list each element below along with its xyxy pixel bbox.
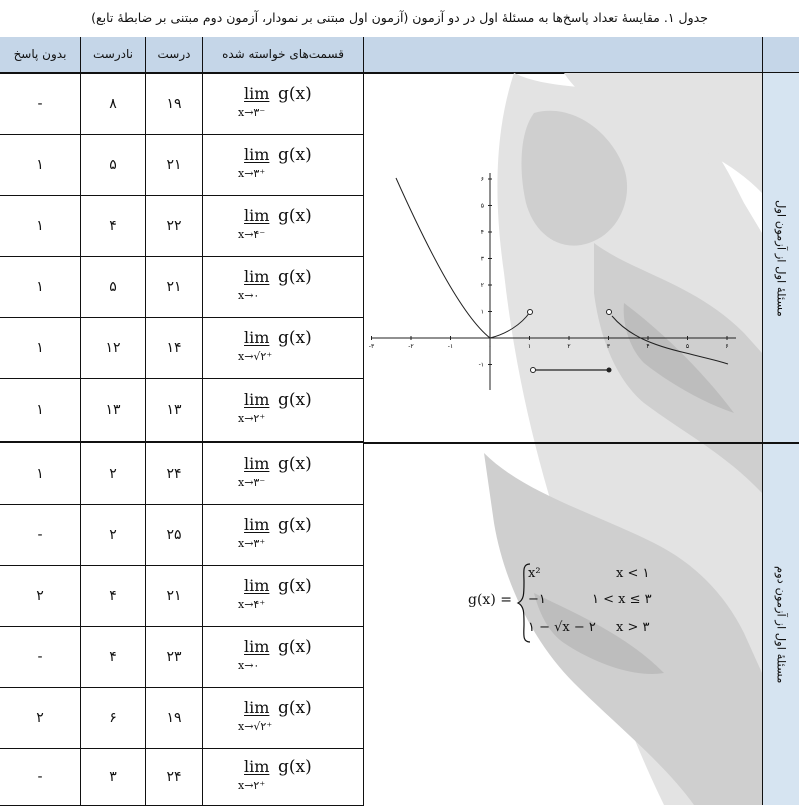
limit-expression	[238, 696, 328, 740]
limit-approach: x→۴⁻	[238, 227, 266, 241]
x-tick-label: ۰	[488, 343, 492, 350]
x-tick-label: -۲	[408, 343, 414, 350]
incorrect-cell: ۲	[81, 504, 146, 565]
incorrect-cell: ۵	[81, 256, 146, 317]
limit-cell	[203, 134, 364, 195]
limit-cell	[203, 73, 364, 134]
limit-cell	[203, 256, 364, 317]
table-row	[0, 317, 364, 379]
correct-cell: ۲۳	[146, 626, 203, 687]
no-answer-cell: -	[0, 504, 81, 565]
function-g: g(x)	[278, 756, 312, 777]
case-3-expr: ۱ − √x − ۲	[528, 620, 596, 635]
y-tick-label: -۱	[478, 361, 484, 369]
limit-expression	[238, 82, 328, 126]
table-row	[0, 73, 364, 135]
limit-approach: x→۲⁺	[238, 411, 266, 425]
correct-cell: ۱۳	[146, 378, 203, 441]
no-answer-cell: ۱	[0, 317, 81, 378]
lim-operator: lim	[244, 756, 270, 776]
function-g: g(x)	[278, 514, 312, 535]
header-no-answer: بدون پاسخ	[0, 37, 81, 74]
group-band-test-1	[762, 73, 799, 443]
header-figure-column	[364, 37, 762, 74]
group-label-test-2: مسئلهٔ اول از آزمون دوم	[774, 565, 789, 684]
no-answer-cell: -	[0, 626, 81, 687]
limit-approach: x→√۲⁺	[238, 349, 273, 363]
table-row	[0, 565, 364, 627]
function-g: g(x)	[278, 327, 312, 348]
incorrect-cell: ۳	[81, 748, 146, 805]
function-g: g(x)	[278, 205, 312, 226]
limit-cell	[203, 317, 364, 378]
limit-approach: x→۰	[238, 288, 260, 302]
piecewise-formula	[468, 558, 668, 648]
limit-cell	[203, 687, 364, 748]
incorrect-cell: ۴	[81, 626, 146, 687]
header-group-column	[762, 37, 799, 74]
correct-cell: ۲۴	[146, 443, 203, 504]
limit-approach: x→۴⁺	[238, 597, 266, 611]
function-g: g(x)	[278, 575, 312, 596]
lim-operator: lim	[244, 636, 270, 656]
limit-cell	[203, 748, 364, 805]
limit-cell	[203, 504, 364, 565]
correct-cell: ۱۹	[146, 687, 203, 748]
table-row	[0, 195, 364, 257]
incorrect-cell: ۶	[81, 687, 146, 748]
table-row	[0, 504, 364, 566]
no-answer-cell: ۲	[0, 565, 81, 626]
limit-approach: x→۰	[238, 658, 260, 672]
open-point	[607, 310, 612, 315]
table-row	[0, 748, 364, 806]
x-tick-label: ۵	[685, 343, 690, 350]
no-answer-cell: ۱	[0, 256, 81, 317]
limit-cell	[203, 378, 364, 441]
header-parts: قسمت‌های خواسته شده	[203, 37, 364, 74]
limit-expression	[238, 755, 328, 799]
no-answer-cell: ۱	[0, 443, 81, 504]
open-point	[528, 310, 533, 315]
case-2-cond: ۱ < x ≤ ۳	[592, 592, 652, 607]
incorrect-cell: ۸	[81, 73, 146, 134]
header-incorrect: نادرست	[81, 37, 146, 74]
lim-operator: lim	[244, 575, 270, 595]
lim-operator: lim	[244, 327, 270, 347]
case-1-expr: x²	[528, 566, 541, 581]
limit-expression	[238, 204, 328, 248]
x-tick-label: ۶	[725, 343, 729, 350]
no-answer-cell: ۱	[0, 195, 81, 256]
x-tick-label: ۴	[646, 343, 650, 350]
y-tick-label: ۵	[480, 202, 484, 210]
y-tick-label: ۴	[480, 229, 484, 236]
limit-approach: x→۳⁻	[238, 475, 266, 489]
x-tick-label: -۳	[368, 343, 375, 350]
limit-expression	[238, 388, 328, 432]
function-g: g(x)	[278, 697, 312, 718]
incorrect-cell: ۲	[81, 443, 146, 504]
correct-cell: ۱۴	[146, 317, 203, 378]
no-answer-cell: ۱	[0, 378, 81, 441]
correct-cell: ۲۱	[146, 134, 203, 195]
correct-cell: ۲۱	[146, 565, 203, 626]
formula-lhs: g(x) =	[468, 592, 512, 608]
group-divider	[762, 442, 799, 444]
case-1-cond: x < ۱	[616, 566, 650, 581]
limit-expression	[238, 265, 328, 309]
incorrect-cell: ۱۲	[81, 317, 146, 378]
function-g: g(x)	[278, 636, 312, 657]
table-row	[0, 443, 364, 505]
limit-expression	[238, 513, 328, 557]
correct-cell: ۲۵	[146, 504, 203, 565]
lim-operator: lim	[244, 453, 270, 473]
lim-operator: lim	[244, 83, 270, 103]
table-row	[0, 687, 364, 749]
open-point	[531, 368, 536, 373]
y-tick-label: ۳	[480, 255, 484, 263]
table-caption: جدول ۱. مقایسهٔ تعداد پاسخ‌ها به مسئلهٔ اول در دو آزمون (آزمون اول مبتنی بر نمودار، آزمون دوم مبتنی بر ضابطهٔ تابع)	[91, 10, 708, 25]
no-answer-cell: ۲	[0, 687, 81, 748]
case-2-expr: −۱	[528, 592, 546, 607]
limit-approach: x→۳⁺	[238, 166, 266, 180]
no-answer-cell: -	[0, 748, 81, 805]
group-band-test-2	[762, 444, 799, 805]
closed-point	[607, 368, 612, 373]
function-g: g(x)	[278, 83, 312, 104]
x-tick-label: ۱	[527, 343, 532, 350]
limit-expression	[238, 635, 328, 679]
function-g: g(x)	[278, 389, 312, 410]
x-tick-label: ۳	[606, 343, 611, 350]
lim-operator: lim	[244, 697, 270, 717]
lim-operator: lim	[244, 205, 270, 225]
function-g: g(x)	[278, 453, 312, 474]
limit-approach: x→۳⁻	[238, 105, 266, 119]
correct-cell: ۲۴	[146, 748, 203, 805]
function-g: g(x)	[278, 266, 312, 287]
limit-approach: x→√۲⁺	[238, 719, 273, 733]
lim-operator: lim	[244, 266, 270, 286]
function-graph	[366, 165, 746, 400]
lim-operator: lim	[244, 389, 270, 409]
limit-approach: x→۲⁺	[238, 778, 266, 792]
correct-cell: ۱۹	[146, 73, 203, 134]
correct-cell: ۲۱	[146, 256, 203, 317]
limit-approach: x→۳⁺	[238, 536, 266, 550]
lim-operator: lim	[244, 144, 270, 164]
incorrect-cell: ۴	[81, 195, 146, 256]
table-row	[0, 378, 364, 443]
table-row	[0, 134, 364, 196]
limit-cell	[203, 195, 364, 256]
incorrect-cell: ۵	[81, 134, 146, 195]
limit-expression	[238, 326, 328, 370]
y-tick-label: ۲	[480, 282, 484, 289]
incorrect-cell: ۱۳	[81, 378, 146, 441]
lim-operator: lim	[244, 514, 270, 534]
y-tick-label: ۱	[480, 308, 484, 316]
correct-cell: ۲۲	[146, 195, 203, 256]
function-g: g(x)	[278, 144, 312, 165]
x-tick-label: ۲	[567, 343, 571, 350]
header-correct: درست	[146, 37, 203, 74]
limit-cell	[203, 443, 364, 504]
case-3-cond: x > ۳	[616, 620, 650, 635]
limit-cell	[203, 565, 364, 626]
limit-expression	[238, 452, 328, 496]
limit-expression	[238, 143, 328, 187]
y-tick-label: ۶	[480, 176, 484, 183]
no-answer-cell: -	[0, 73, 81, 134]
limit-expression	[238, 574, 328, 618]
group-label-test-1: مسئلهٔ اول از آزمون اول	[774, 199, 789, 317]
incorrect-cell: ۴	[81, 565, 146, 626]
table-row	[0, 256, 364, 318]
no-answer-cell: ۱	[0, 134, 81, 195]
limit-cell	[203, 626, 364, 687]
table-row	[0, 626, 364, 688]
figure-divider	[364, 442, 762, 444]
x-tick-label: -۱	[447, 343, 454, 350]
